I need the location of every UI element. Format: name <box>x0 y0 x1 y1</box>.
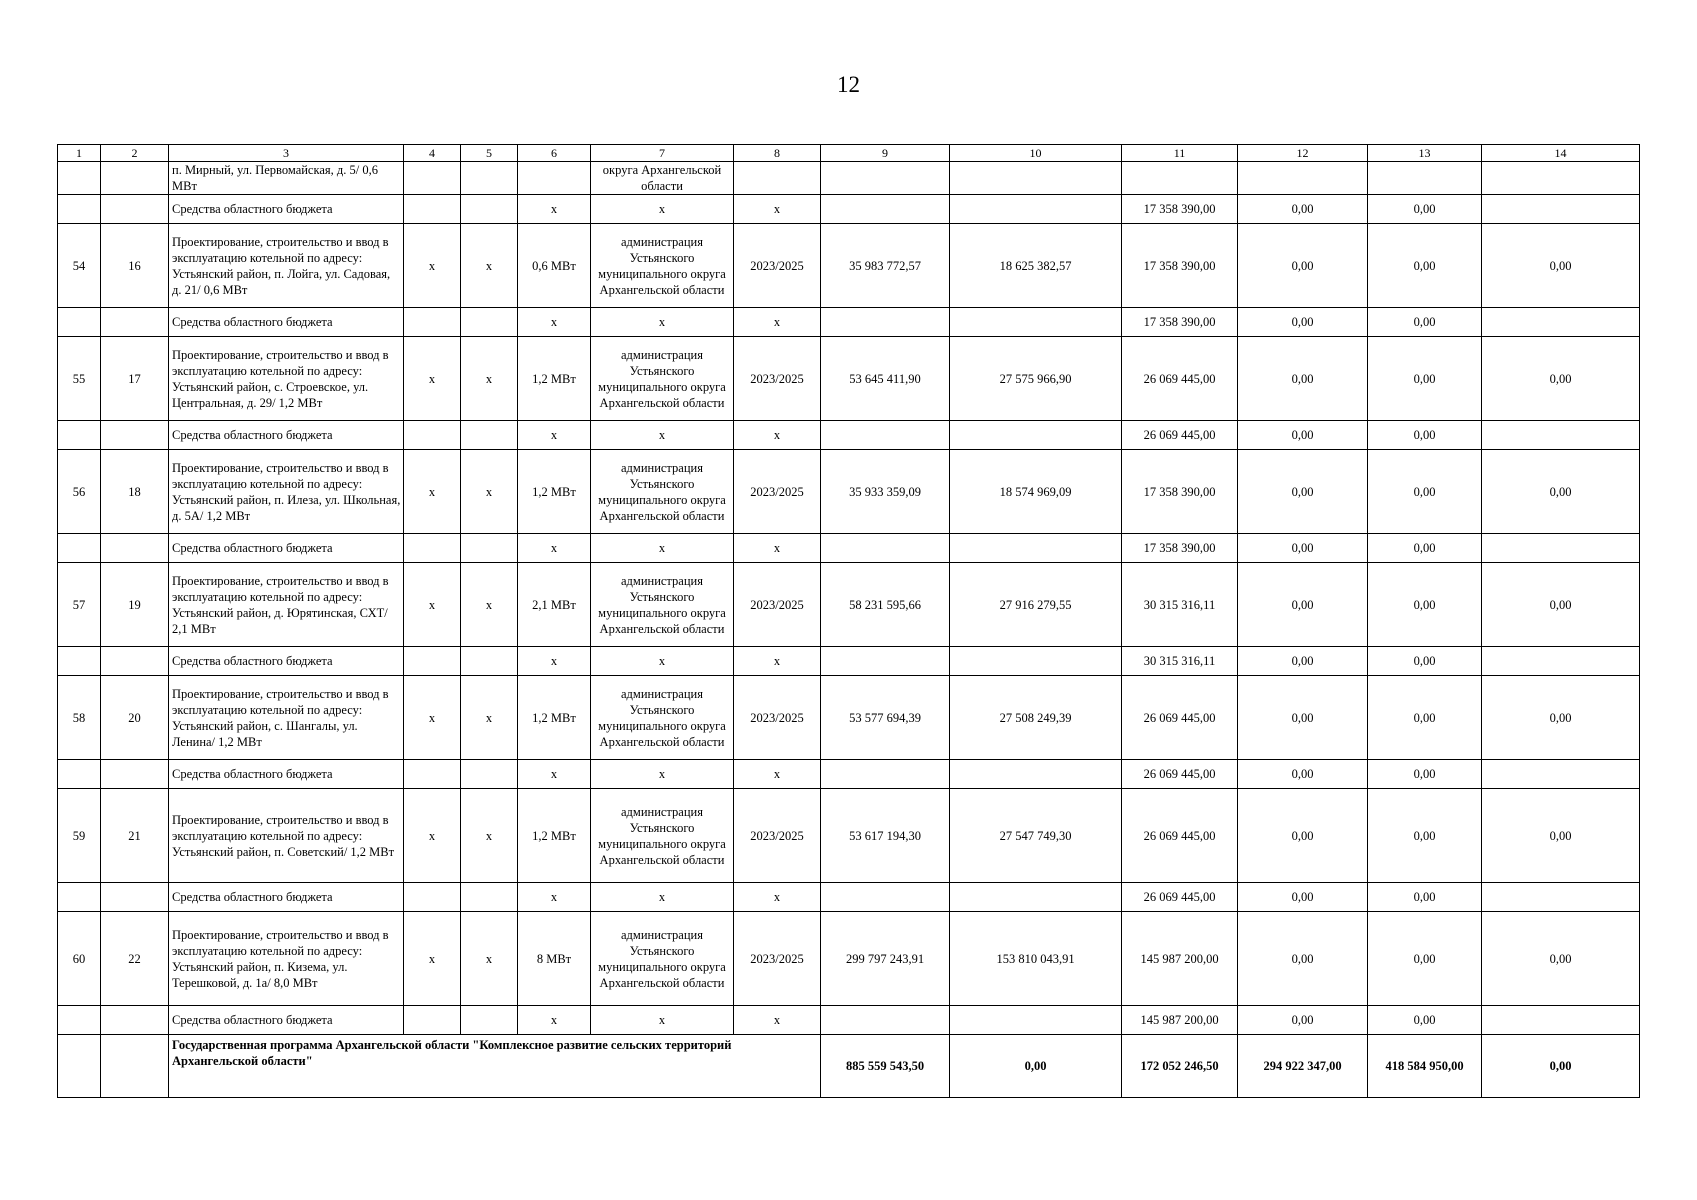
total-cost: 53 617 194,30 <box>821 789 950 883</box>
column-number: 2 <box>101 145 169 162</box>
col-13: 0,00 <box>1368 308 1482 337</box>
total-program-name: Государственная программа Архангельской области "Комплексное развитие сельских территорий Архангельской области" <box>169 1035 821 1098</box>
project-row <box>58 789 1640 883</box>
column-number-row <box>58 145 1640 162</box>
row-number: 56 <box>58 450 101 534</box>
col-13: 0,00 <box>1368 647 1482 676</box>
funding-row <box>58 1006 1640 1035</box>
col-11: 17 358 390,00 <box>1122 195 1238 224</box>
col-13: 0,00 <box>1368 224 1482 308</box>
period: х <box>734 647 821 676</box>
col-11: 26 069 445,00 <box>1122 337 1238 421</box>
total-cost: 58 231 595,66 <box>821 563 950 647</box>
item-number: 16 <box>101 224 169 308</box>
table-body <box>58 145 1640 1098</box>
object-name: Средства областного бюджета <box>169 421 404 450</box>
executor: х <box>591 195 734 224</box>
col-4: х <box>404 789 461 883</box>
period: 2023/2025 <box>734 676 821 760</box>
total-c11: 172 052 246,50 <box>1122 1035 1238 1098</box>
col-14 <box>1482 534 1640 563</box>
column-number: 1 <box>58 145 101 162</box>
total-cost <box>821 883 950 912</box>
col-5: х <box>461 912 518 1006</box>
col-11: 17 358 390,00 <box>1122 534 1238 563</box>
col-12: 0,00 <box>1238 1006 1368 1035</box>
col-11: 26 069 445,00 <box>1122 760 1238 789</box>
executor: х <box>591 760 734 789</box>
column-number: 13 <box>1368 145 1482 162</box>
col-5: х <box>461 789 518 883</box>
col-10 <box>950 308 1122 337</box>
executor: х <box>591 1006 734 1035</box>
col-14 <box>1482 647 1640 676</box>
col-5: х <box>461 450 518 534</box>
col-13: 0,00 <box>1368 337 1482 421</box>
executor: х <box>591 883 734 912</box>
row-number: 57 <box>58 563 101 647</box>
capacity: 1,2 МВт <box>518 789 591 883</box>
object-name: Средства областного бюджета <box>169 195 404 224</box>
column-number: 3 <box>169 145 404 162</box>
project-row <box>58 912 1640 1006</box>
column-number: 4 <box>404 145 461 162</box>
col-12: 0,00 <box>1238 534 1368 563</box>
col-14 <box>1482 195 1640 224</box>
col-4: х <box>404 563 461 647</box>
executor: х <box>591 308 734 337</box>
object-name: Средства областного бюджета <box>169 1006 404 1035</box>
col-12: 0,00 <box>1238 421 1368 450</box>
total-c10: 0,00 <box>950 1035 1122 1098</box>
funding-row <box>58 421 1640 450</box>
capacity: х <box>518 883 591 912</box>
continuation-executor: округа Архангельской области <box>591 162 734 195</box>
period: х <box>734 421 821 450</box>
period: х <box>734 534 821 563</box>
period: х <box>734 308 821 337</box>
capacity: 8 МВт <box>518 912 591 1006</box>
capacity: 0,6 МВт <box>518 224 591 308</box>
item-number: 17 <box>101 337 169 421</box>
total-c12: 294 922 347,00 <box>1238 1035 1368 1098</box>
col-13: 0,00 <box>1368 1006 1482 1035</box>
object-name: Проектирование, строительство и ввод в эксплуатацию котельной по адресу: Устьянский район, с. Строевское, ул. Центральная, д. 29/ 1,2 МВт <box>169 337 404 421</box>
object-name: Проектирование, строительство и ввод в эксплуатацию котельной по адресу: Устьянский район, п. Советский/ 1,2 МВт <box>169 789 404 883</box>
executor: х <box>591 421 734 450</box>
col-10 <box>950 421 1122 450</box>
project-row <box>58 676 1640 760</box>
col-11: 145 987 200,00 <box>1122 1006 1238 1035</box>
period: 2023/2025 <box>734 912 821 1006</box>
period: х <box>734 1006 821 1035</box>
funding-row <box>58 195 1640 224</box>
column-number: 14 <box>1482 145 1640 162</box>
col-10 <box>950 647 1122 676</box>
col-13: 0,00 <box>1368 450 1482 534</box>
total-cost: 299 797 243,91 <box>821 912 950 1006</box>
col-10: 27 916 279,55 <box>950 563 1122 647</box>
total-cost <box>821 647 950 676</box>
total-cost: 53 577 694,39 <box>821 676 950 760</box>
capacity: х <box>518 195 591 224</box>
executor: администрация Устьянского муниципального округа Архангельской области <box>591 224 734 308</box>
col-13: 0,00 <box>1368 195 1482 224</box>
col-12: 0,00 <box>1238 760 1368 789</box>
page-number: 12 <box>837 72 860 97</box>
total-row <box>58 1035 1640 1098</box>
capacity: х <box>518 308 591 337</box>
col-4: х <box>404 450 461 534</box>
project-row <box>58 563 1640 647</box>
executor: администрация Устьянского муниципального округа Архангельской области <box>591 789 734 883</box>
col-14 <box>1482 308 1640 337</box>
col-14 <box>1482 883 1640 912</box>
col-12: 0,00 <box>1238 450 1368 534</box>
col-14 <box>1482 760 1640 789</box>
col-13: 0,00 <box>1368 563 1482 647</box>
funding-row <box>58 308 1640 337</box>
total-cost <box>821 534 950 563</box>
col-10: 27 547 749,30 <box>950 789 1122 883</box>
col-12: 0,00 <box>1238 789 1368 883</box>
period: 2023/2025 <box>734 789 821 883</box>
item-number: 22 <box>101 912 169 1006</box>
capacity: х <box>518 421 591 450</box>
executor: администрация Устьянского муниципального округа Архангельской области <box>591 676 734 760</box>
column-number: 11 <box>1122 145 1238 162</box>
col-4: х <box>404 676 461 760</box>
col-11: 30 315 316,11 <box>1122 563 1238 647</box>
col-13: 0,00 <box>1368 789 1482 883</box>
period: 2023/2025 <box>734 224 821 308</box>
total-cost: 35 933 359,09 <box>821 450 950 534</box>
column-number: 8 <box>734 145 821 162</box>
col-10 <box>950 883 1122 912</box>
row-number: 59 <box>58 789 101 883</box>
executor: администрация Устьянского муниципального округа Архангельской области <box>591 337 734 421</box>
period: х <box>734 195 821 224</box>
col-5: х <box>461 563 518 647</box>
col-14: 0,00 <box>1482 676 1640 760</box>
object-name: Проектирование, строительство и ввод в эксплуатацию котельной по адресу: Устьянский район, п. Лойга, ул. Садовая, д. 21/ 0,6 МВт <box>169 224 404 308</box>
object-name: Средства областного бюджета <box>169 760 404 789</box>
total-cost: 35 983 772,57 <box>821 224 950 308</box>
col-12: 0,00 <box>1238 195 1368 224</box>
col-12: 0,00 <box>1238 224 1368 308</box>
col-4: х <box>404 337 461 421</box>
col-10: 18 574 969,09 <box>950 450 1122 534</box>
executor: х <box>591 534 734 563</box>
capacity: 1,2 МВт <box>518 337 591 421</box>
capacity: х <box>518 760 591 789</box>
col-14 <box>1482 1006 1640 1035</box>
column-number: 12 <box>1238 145 1368 162</box>
col-10: 27 575 966,90 <box>950 337 1122 421</box>
row-number: 55 <box>58 337 101 421</box>
total-c14: 0,00 <box>1482 1035 1640 1098</box>
column-number: 7 <box>591 145 734 162</box>
budget-table <box>57 144 1640 1098</box>
object-name: Проектирование, строительство и ввод в эксплуатацию котельной по адресу: Устьянский район, д. Юрятинская, СХТ/ 2,1 МВт <box>169 563 404 647</box>
col-12: 0,00 <box>1238 912 1368 1006</box>
continuation-row <box>58 162 1640 195</box>
row-number: 60 <box>58 912 101 1006</box>
col-11: 26 069 445,00 <box>1122 421 1238 450</box>
col-11: 30 315 316,11 <box>1122 647 1238 676</box>
object-name: Проектирование, строительство и ввод в эксплуатацию котельной по адресу: Устьянский район, п. Кизема, ул. Терешковой, д. 1а/ 8,0 МВт <box>169 912 404 1006</box>
total-cost: 53 645 411,90 <box>821 337 950 421</box>
project-row <box>58 224 1640 308</box>
col-12: 0,00 <box>1238 883 1368 912</box>
total-cost <box>821 1006 950 1035</box>
col-10: 27 508 249,39 <box>950 676 1122 760</box>
col-14: 0,00 <box>1482 450 1640 534</box>
col-13: 0,00 <box>1368 912 1482 1006</box>
col-11: 26 069 445,00 <box>1122 676 1238 760</box>
col-5: х <box>461 224 518 308</box>
period: 2023/2025 <box>734 450 821 534</box>
object-name: Средства областного бюджета <box>169 647 404 676</box>
col-4: х <box>404 912 461 1006</box>
item-number: 21 <box>101 789 169 883</box>
object-name: Проектирование, строительство и ввод в эксплуатацию котельной по адресу: Устьянский район, п. Илеза, ул. Школьная, д. 5А/ 1,2 МВт <box>169 450 404 534</box>
continuation-object-name: п. Мирный, ул. Первомайская, д. 5/ 0,6 МВт <box>169 162 404 195</box>
period: 2023/2025 <box>734 563 821 647</box>
object-name: Средства областного бюджета <box>169 534 404 563</box>
col-14 <box>1482 421 1640 450</box>
period: 2023/2025 <box>734 337 821 421</box>
col-13: 0,00 <box>1368 534 1482 563</box>
col-14: 0,00 <box>1482 912 1640 1006</box>
row-number: 54 <box>58 224 101 308</box>
col-12: 0,00 <box>1238 676 1368 760</box>
col-11: 145 987 200,00 <box>1122 912 1238 1006</box>
col-5: х <box>461 676 518 760</box>
total-c13: 418 584 950,00 <box>1368 1035 1482 1098</box>
col-10 <box>950 760 1122 789</box>
col-4: х <box>404 224 461 308</box>
column-number: 9 <box>821 145 950 162</box>
period: х <box>734 760 821 789</box>
item-number: 18 <box>101 450 169 534</box>
col-11: 26 069 445,00 <box>1122 789 1238 883</box>
row-number: 58 <box>58 676 101 760</box>
object-name: Проектирование, строительство и ввод в эксплуатацию котельной по адресу: Устьянский район, с. Шангалы, ул. Ленина/ 1,2 МВт <box>169 676 404 760</box>
project-row <box>58 337 1640 421</box>
capacity: х <box>518 1006 591 1035</box>
col-14: 0,00 <box>1482 224 1640 308</box>
funding-row <box>58 534 1640 563</box>
total-cost <box>821 421 950 450</box>
col-10: 18 625 382,57 <box>950 224 1122 308</box>
col-13: 0,00 <box>1368 883 1482 912</box>
col-11: 26 069 445,00 <box>1122 883 1238 912</box>
capacity: 2,1 МВт <box>518 563 591 647</box>
col-12: 0,00 <box>1238 647 1368 676</box>
total-cost <box>821 195 950 224</box>
total-cost <box>821 308 950 337</box>
executor: администрация Устьянского муниципального округа Архангельской области <box>591 912 734 1006</box>
col-10 <box>950 1006 1122 1035</box>
col-12: 0,00 <box>1238 337 1368 421</box>
col-10: 153 810 043,91 <box>950 912 1122 1006</box>
object-name: Средства областного бюджета <box>169 308 404 337</box>
capacity: 1,2 МВт <box>518 676 591 760</box>
col-12: 0,00 <box>1238 563 1368 647</box>
executor: администрация Устьянского муниципального округа Архангельской области <box>591 450 734 534</box>
item-number: 20 <box>101 676 169 760</box>
column-number: 10 <box>950 145 1122 162</box>
col-13: 0,00 <box>1368 421 1482 450</box>
col-14: 0,00 <box>1482 563 1640 647</box>
project-row <box>58 450 1640 534</box>
capacity: х <box>518 647 591 676</box>
col-11: 17 358 390,00 <box>1122 224 1238 308</box>
col-13: 0,00 <box>1368 676 1482 760</box>
capacity: 1,2 МВт <box>518 450 591 534</box>
col-14: 0,00 <box>1482 337 1640 421</box>
col-11: 17 358 390,00 <box>1122 450 1238 534</box>
col-10 <box>950 534 1122 563</box>
col-10 <box>950 195 1122 224</box>
col-11: 17 358 390,00 <box>1122 308 1238 337</box>
item-number: 19 <box>101 563 169 647</box>
period: х <box>734 883 821 912</box>
col-12: 0,00 <box>1238 308 1368 337</box>
col-14: 0,00 <box>1482 789 1640 883</box>
funding-row <box>58 760 1640 789</box>
total-cost <box>821 760 950 789</box>
column-number: 5 <box>461 145 518 162</box>
column-number: 6 <box>518 145 591 162</box>
executor: администрация Устьянского муниципального округа Архангельской области <box>591 563 734 647</box>
funding-row <box>58 647 1640 676</box>
col-5: х <box>461 337 518 421</box>
funding-row <box>58 883 1640 912</box>
total-c9: 885 559 543,50 <box>821 1035 950 1098</box>
object-name: Средства областного бюджета <box>169 883 404 912</box>
capacity: х <box>518 534 591 563</box>
col-13: 0,00 <box>1368 760 1482 789</box>
executor: х <box>591 647 734 676</box>
